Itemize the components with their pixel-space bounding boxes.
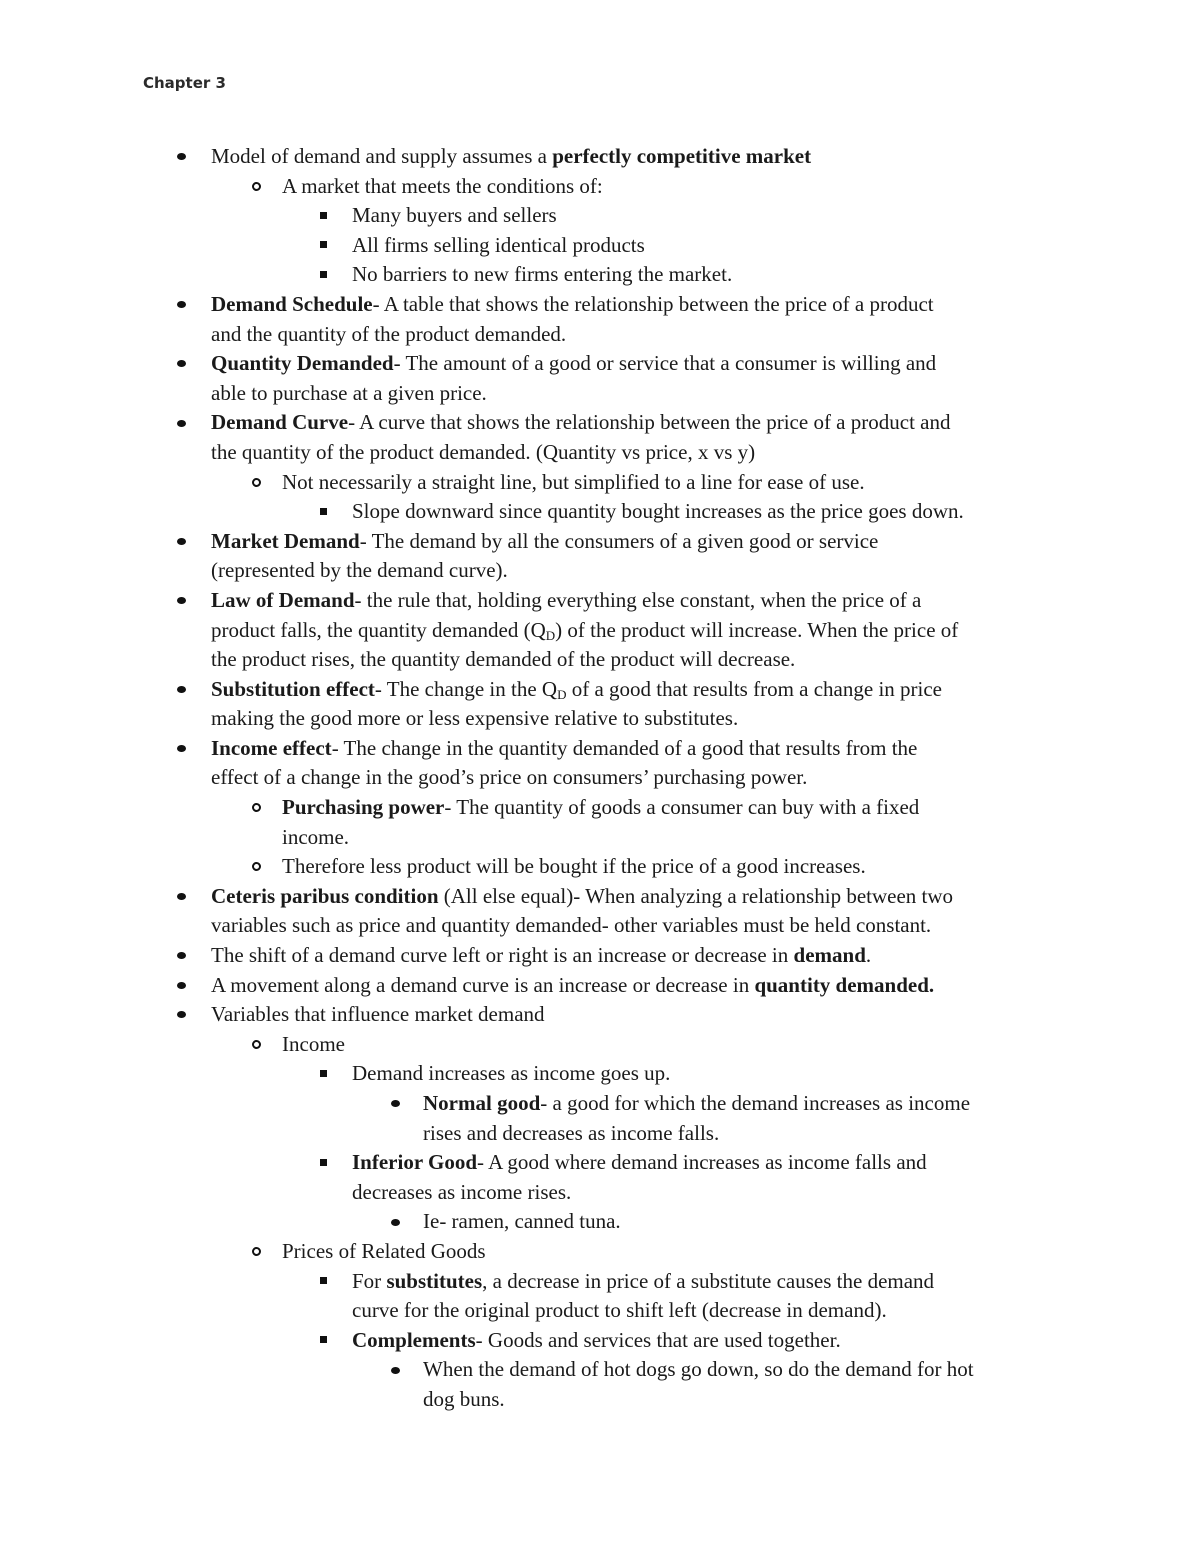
- list-item-text: [352, 1296, 887, 1326]
- bold-term: quantity demanded.: [754, 972, 935, 997]
- list-item: [0, 911, 1200, 941]
- list-item-text: [211, 616, 958, 646]
- list-item-text: [352, 260, 732, 290]
- list-item-text: [211, 438, 755, 468]
- bold-term: substitutes: [386, 1268, 483, 1293]
- text-span: and the quantity of the product demanded.: [211, 321, 567, 346]
- text-span: able to purchase at a given price.: [211, 380, 487, 405]
- text-span: Ie- ramen, canned tuna.: [423, 1209, 621, 1234]
- bullet-ring-icon: [241, 852, 271, 882]
- text-span: - A table that shows the relationship between the price of a product: [372, 291, 934, 316]
- list-item-text: [211, 734, 917, 764]
- list-item-text: [352, 1178, 571, 1208]
- list-item: [0, 231, 1200, 261]
- list-item: [0, 1267, 1200, 1297]
- text-span: Not necessarily a straight line, but simplified to a line for ease of use.: [282, 469, 865, 494]
- notes-body: [0, 142, 1200, 1415]
- bullet-dot-icon: [166, 349, 196, 379]
- text-span: The shift of a demand curve left or right is an increase or decrease in: [211, 943, 794, 968]
- list-item-text: [282, 852, 866, 882]
- text-span: of a good that results from a change in price: [566, 676, 942, 701]
- list-item-text: [352, 1326, 841, 1356]
- bullet-dot-icon: [380, 1207, 410, 1237]
- list-item: [0, 1326, 1200, 1356]
- text-span: No barriers to new firms entering the market.: [352, 262, 733, 287]
- bold-term: Complements: [352, 1327, 476, 1352]
- bullet-ring-icon: [241, 468, 271, 498]
- bold-term: Demand Schedule: [211, 291, 373, 316]
- bullet-dot-icon: [166, 941, 196, 971]
- list-item-text: [211, 675, 942, 705]
- list-item: [0, 172, 1200, 202]
- list-item-text: [211, 586, 921, 616]
- list-item-text: [211, 704, 738, 734]
- bullet-dot-icon: [166, 142, 196, 172]
- text-span: , a decrease in price of a substitute causes the demand: [482, 1268, 935, 1293]
- text-span: Variables that influence market demand: [211, 1002, 545, 1027]
- bullet-ring-icon: [241, 1237, 271, 1267]
- list-item: [0, 438, 1200, 468]
- list-item: [0, 1178, 1200, 1208]
- text-span: income.: [282, 824, 350, 849]
- list-item-text: [211, 911, 931, 941]
- list-item: [0, 763, 1200, 793]
- text-span: the quantity of the product demanded. (Quantity vs price, x vs y): [211, 439, 756, 464]
- text-span: Model of demand and supply assumes a: [211, 144, 553, 168]
- bullet-dot-icon: [166, 971, 196, 1001]
- list-item: [0, 527, 1200, 557]
- text-span: rises and decreases as income falls.: [423, 1120, 720, 1145]
- list-item: [0, 1059, 1200, 1089]
- list-item-text: [282, 172, 603, 202]
- list-item: [0, 1119, 1200, 1149]
- subscript: D: [557, 686, 567, 702]
- list-item: [0, 941, 1200, 971]
- list-item: [0, 260, 1200, 290]
- list-item: [0, 734, 1200, 764]
- list-item: [0, 971, 1200, 1001]
- text-span: .: [865, 943, 872, 968]
- list-item: [0, 1355, 1200, 1385]
- list-item-text: [352, 201, 557, 231]
- text-span: - A curve that shows the relationship between the price of a product and: [348, 410, 951, 435]
- text-span: (represented by the demand curve).: [211, 558, 508, 583]
- list-item-text: [423, 1385, 505, 1415]
- bullet-ring-icon: [241, 172, 271, 202]
- list-item: [0, 290, 1200, 320]
- list-item: [0, 201, 1200, 231]
- text-span: For: [352, 1268, 387, 1293]
- bullet-dot-icon: [166, 1000, 196, 1030]
- list-item-text: [352, 1148, 927, 1178]
- list-item-text: [423, 1119, 719, 1149]
- bullet-dot-icon: [166, 408, 196, 438]
- text-span: product falls, the quantity demanded (Q: [211, 617, 546, 642]
- list-item-text: [211, 971, 934, 1001]
- list-item: [0, 645, 1200, 675]
- list-item: [0, 882, 1200, 912]
- text-span: Income: [282, 1031, 345, 1056]
- text-span: decreases as income rises.: [352, 1179, 572, 1204]
- text-span: - Goods and services that are used together.: [475, 1327, 841, 1352]
- list-item-text: [352, 497, 964, 527]
- text-span: A movement along a demand curve is an increase or decrease in: [211, 972, 755, 997]
- list-item-text: [282, 1030, 345, 1060]
- bullet-square-icon: [308, 497, 338, 527]
- list-item-text: [211, 142, 811, 172]
- list-item-text: [282, 793, 919, 823]
- text-span: (All else equal)- When analyzing a relationship between two: [438, 883, 954, 908]
- text-span: Demand increases as income goes up.: [352, 1061, 671, 1086]
- list-item: [0, 793, 1200, 823]
- text-span: When the demand of hot dogs go down, so do the demand for hot: [423, 1357, 974, 1382]
- bullet-square-icon: [308, 231, 338, 261]
- bullet-square-icon: [308, 260, 338, 290]
- bullet-dot-icon: [166, 527, 196, 557]
- list-item: [0, 142, 1200, 172]
- bullet-dot-icon: [166, 586, 196, 616]
- list-item-text: [211, 1000, 545, 1030]
- list-item-text: [423, 1089, 970, 1119]
- text-span: - The quantity of goods a consumer can buy with a fixed: [444, 795, 920, 820]
- page-header: Chapter 3: [143, 74, 226, 92]
- list-item-text: [211, 941, 871, 971]
- bold-term: Ceteris paribus condition: [211, 883, 439, 908]
- list-item: [0, 586, 1200, 616]
- text-span: ) of the product will increase. When the price of: [555, 617, 959, 642]
- text-span: A market that meets the conditions of:: [282, 173, 603, 198]
- text-span: - The amount of a good or service that a consumer is willing and: [393, 351, 937, 376]
- text-span: effect of a change in the good’s price on consumers’ purchasing power.: [211, 765, 808, 790]
- text-span: All firms selling identical products: [352, 232, 645, 257]
- list-item: [0, 852, 1200, 882]
- list-item: [0, 349, 1200, 379]
- list-item-text: [423, 1207, 621, 1237]
- text-span: - The demand by all the consumers of a given good or service: [359, 528, 879, 553]
- text-span: curve for the original product to shift left (decrease in demand).: [352, 1298, 887, 1323]
- list-item: [0, 1148, 1200, 1178]
- bullet-dot-icon: [166, 882, 196, 912]
- list-item: [0, 1000, 1200, 1030]
- list-item-text: [211, 408, 950, 438]
- text-span: making the good more or less expensive relative to substitutes.: [211, 706, 739, 731]
- bold-term: Inferior Good: [352, 1150, 478, 1175]
- list-item: [0, 1030, 1200, 1060]
- bold-term: demand: [793, 943, 866, 968]
- bullet-dot-icon: [166, 734, 196, 764]
- text-span: - The change in the Q: [374, 676, 558, 701]
- list-item-text: [211, 527, 878, 557]
- list-item-text: [423, 1355, 974, 1385]
- text-span: Many buyers and sellers: [352, 203, 557, 228]
- list-item: [0, 497, 1200, 527]
- list-item: [0, 1296, 1200, 1326]
- list-item: [0, 556, 1200, 586]
- bold-term: Quantity Demanded: [211, 351, 394, 376]
- list-item: [0, 379, 1200, 409]
- list-item: [0, 704, 1200, 734]
- bold-term: Market Demand: [211, 528, 360, 553]
- list-item: [0, 408, 1200, 438]
- bullet-ring-icon: [241, 1030, 271, 1060]
- list-item: [0, 468, 1200, 498]
- list-item-text: [211, 290, 934, 320]
- list-item-text: [282, 468, 865, 498]
- list-item-text: [282, 1237, 486, 1267]
- bullet-square-icon: [308, 1148, 338, 1178]
- list-item-text: [211, 556, 508, 586]
- bullet-ring-icon: [241, 793, 271, 823]
- list-item-text: [352, 1267, 934, 1297]
- bold-term: Normal good: [423, 1091, 541, 1115]
- bullet-square-icon: [308, 1267, 338, 1297]
- text-span: - the rule that, holding everything else constant, when the price of a: [354, 587, 922, 612]
- list-item: [0, 675, 1200, 705]
- list-item: [0, 823, 1200, 853]
- bold-term: Law of Demand: [211, 587, 355, 612]
- text-span: - A good where demand increases as income falls and: [477, 1150, 927, 1175]
- bold-term: Purchasing power: [282, 795, 445, 820]
- list-item-text: [211, 645, 795, 675]
- list-item-text: [211, 349, 936, 379]
- bullet-dot-icon: [380, 1089, 410, 1119]
- list-item: [0, 616, 1200, 646]
- bold-term: perfectly competitive market: [552, 144, 812, 168]
- text-span: dog buns.: [423, 1386, 505, 1411]
- text-span: Therefore less product will be bought if the price of a good increases.: [282, 854, 866, 879]
- list-item-text: [352, 231, 645, 261]
- list-item: [0, 320, 1200, 350]
- list-item-text: [211, 763, 807, 793]
- text-span: Slope downward since quantity bought increases as the price goes down.: [352, 499, 964, 524]
- list-item: [0, 1385, 1200, 1415]
- bullet-square-icon: [308, 1059, 338, 1089]
- list-item-text: [211, 379, 487, 409]
- text-span: - The change in the quantity demanded of a good that results from the: [331, 735, 918, 760]
- list-item-text: [352, 1059, 670, 1089]
- bullet-dot-icon: [166, 290, 196, 320]
- list-item: [0, 1237, 1200, 1267]
- list-item-text: [211, 882, 953, 912]
- bullet-square-icon: [308, 1326, 338, 1356]
- list-item: [0, 1089, 1200, 1119]
- bold-term: Substitution effect: [211, 676, 375, 701]
- subscript: D: [545, 627, 556, 643]
- bold-term: Demand Curve: [211, 410, 349, 435]
- bold-term: Income effect: [211, 735, 332, 760]
- text-span: - a good for which the demand increases as income: [540, 1091, 971, 1115]
- list-item: [0, 1207, 1200, 1237]
- text-span: Prices of Related Goods: [282, 1238, 486, 1263]
- text-span: the product rises, the quantity demanded of the product will decrease.: [211, 647, 796, 672]
- list-item-text: [211, 320, 566, 350]
- bullet-square-icon: [308, 201, 338, 231]
- bullet-dot-icon: [166, 675, 196, 705]
- text-span: variables such as price and quantity demanded- other variables must be held constant.: [211, 913, 932, 938]
- list-item-text: [282, 823, 349, 853]
- bullet-dot-icon: [380, 1355, 410, 1385]
